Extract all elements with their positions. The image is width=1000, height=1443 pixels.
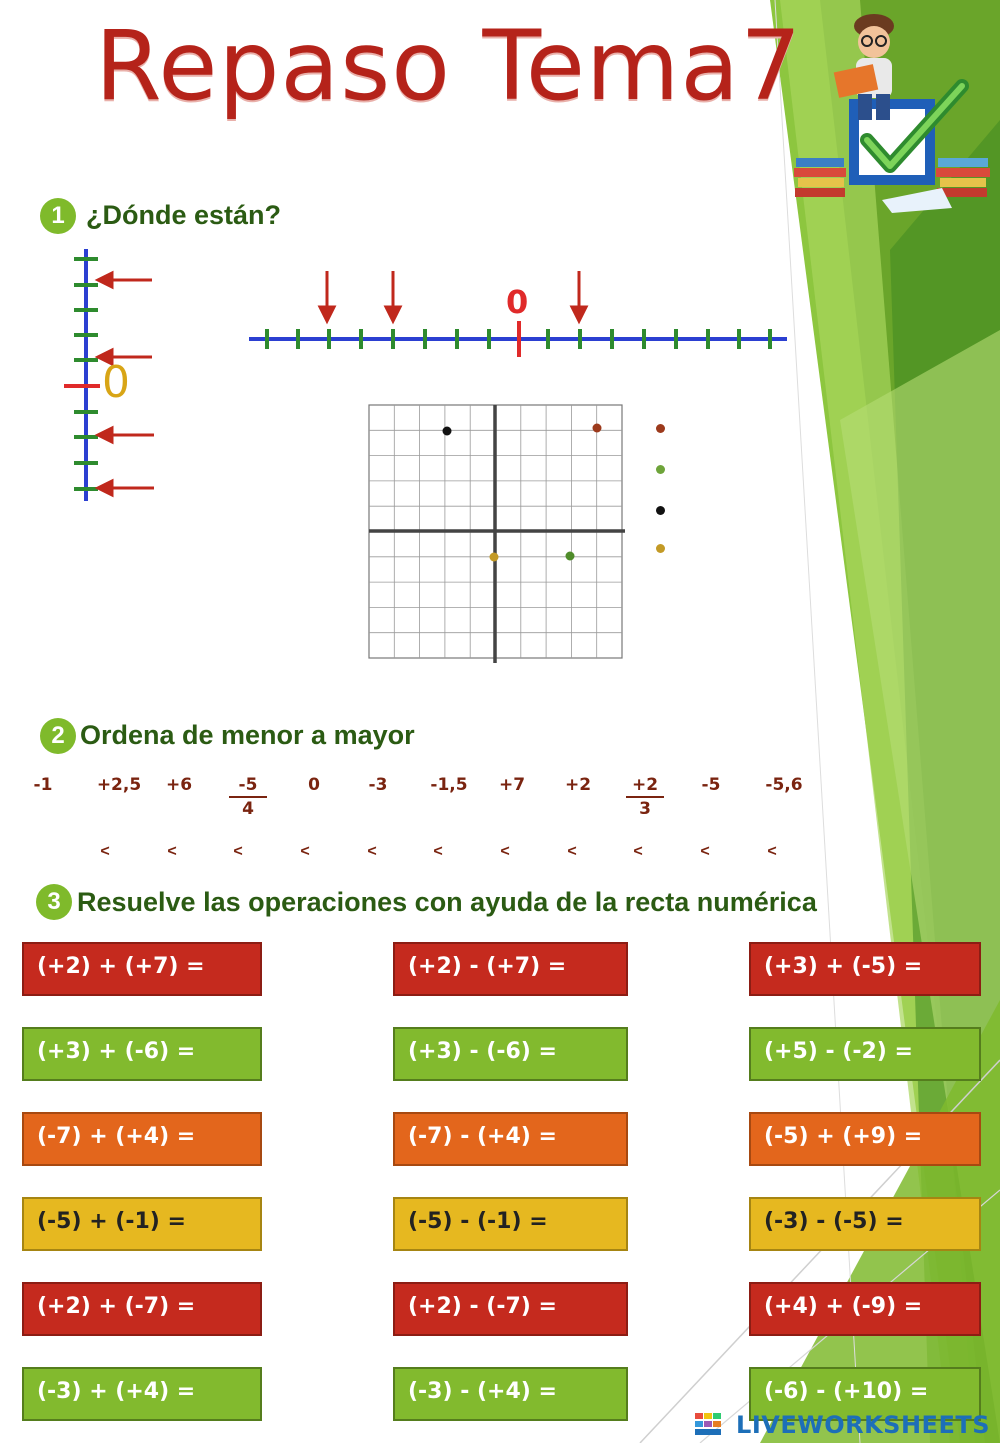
less-than-symbol: < [633,843,643,860]
operation-box-r4-c1[interactable]: (-5) + (-1) = [22,1197,262,1251]
order-number [615,777,675,818]
less-than-symbol: < [433,843,443,860]
less-than-symbol: < [233,843,243,860]
fraction-denominator: 4 [242,799,254,819]
operation-box-r6-c2[interactable]: (-3) - (+4) = [393,1367,628,1421]
less-than-symbol: < [567,843,577,860]
fraction-denominator: 3 [639,799,651,819]
operation-box-r2-c3[interactable]: (+5) - (-2) = [749,1027,981,1081]
less-than-symbol: < [767,843,777,860]
horizontal-zero-label: 0 [506,283,529,321]
operation-box-r5-c1[interactable]: (+2) + (-7) = [22,1282,262,1336]
less-than-symbol: < [500,843,510,860]
grid-point-green [566,552,575,561]
operation-box-r1-c3[interactable]: (+3) + (-5) = [749,942,981,996]
order-number-text: -5,6 [765,775,803,795]
order-number [348,777,408,794]
operation-box-r5-c3[interactable]: (+4) + (-9) = [749,1282,981,1336]
operation-box-r1-c1[interactable]: (+2) + (+7) = [22,942,262,996]
section-1-number-badge: 1 [40,198,76,234]
order-number-text: +2 [564,775,592,795]
operation-box-r2-c2[interactable]: (+3) - (-6) = [393,1027,628,1081]
order-number-text: 0 [308,775,320,795]
order-number [89,777,149,794]
less-than-symbol: < [100,843,110,860]
less-than-symbol: < [367,843,377,860]
order-number [548,777,608,794]
vertical-zero-label: 0 [102,357,130,408]
legend-dot-brown [656,424,665,433]
order-number [218,777,278,818]
order-number-text: +2,5 [96,775,142,795]
fraction-bar [229,796,267,798]
order-number-text: -3 [368,775,388,795]
operation-box-r2-c1[interactable]: (+3) + (-6) = [22,1027,262,1081]
order-number [284,777,344,794]
operation-box-r6-c1[interactable]: (-3) + (+4) = [22,1367,262,1421]
grid-point-black [443,427,452,436]
order-number [754,777,814,794]
operation-box-r4-c3[interactable]: (-3) - (-5) = [749,1197,981,1251]
order-number [13,777,73,794]
operation-box-r3-c3[interactable]: (-5) + (+9) = [749,1112,981,1166]
order-number-text: +6 [165,775,193,795]
operation-box-r4-c2[interactable]: (-5) - (-1) = [393,1197,628,1251]
order-number-text: -1,5 [430,775,468,795]
fraction-numerator: +2 [631,775,659,795]
legend-dot-green [656,465,665,474]
order-number-text: -1 [33,775,53,795]
fraction-numerator: -5 [238,775,258,795]
operation-box-r5-c2[interactable]: (+2) - (-7) = [393,1282,628,1336]
grid-point-gold [490,553,499,562]
operation-box-r3-c1[interactable]: (-7) + (+4) = [22,1112,262,1166]
section-2-title: Ordena de menor a mayor [80,720,415,750]
order-number [482,777,542,794]
section-3-number-badge: 3 [36,884,72,920]
less-than-symbol: < [167,843,177,860]
section-3-title: Resuelve las operaciones con ayuda de la recta numérica [77,887,817,917]
legend-dot-black [656,506,665,515]
less-than-symbol: < [700,843,710,860]
order-number-text: -5 [701,775,721,795]
operation-box-r1-c2[interactable]: (+2) - (+7) = [393,942,628,996]
fraction-bar [626,796,664,798]
grid-point-brown [593,424,602,433]
liveworksheets-logo-icon [695,1413,721,1435]
order-number [149,777,209,794]
section-2-number-badge: 2 [40,718,76,754]
operation-box-r3-c2[interactable]: (-7) - (+4) = [393,1112,628,1166]
page-title: Repaso Tema7 [95,10,803,122]
teacher-avatar-checkmark-illustration [792,8,992,213]
order-number [419,777,479,794]
legend-dot-gold [656,544,665,553]
liveworksheets-brand: LIVEWORKSHEETS [736,1411,990,1439]
section-1-title: ¿Dónde están? [86,200,282,230]
order-number-text: +7 [498,775,526,795]
operation-box-r6-c3[interactable]: (-6) - (+10) = [749,1367,981,1421]
less-than-symbol: < [300,843,310,860]
coordinate-grid [365,400,630,668]
order-number [681,777,741,794]
